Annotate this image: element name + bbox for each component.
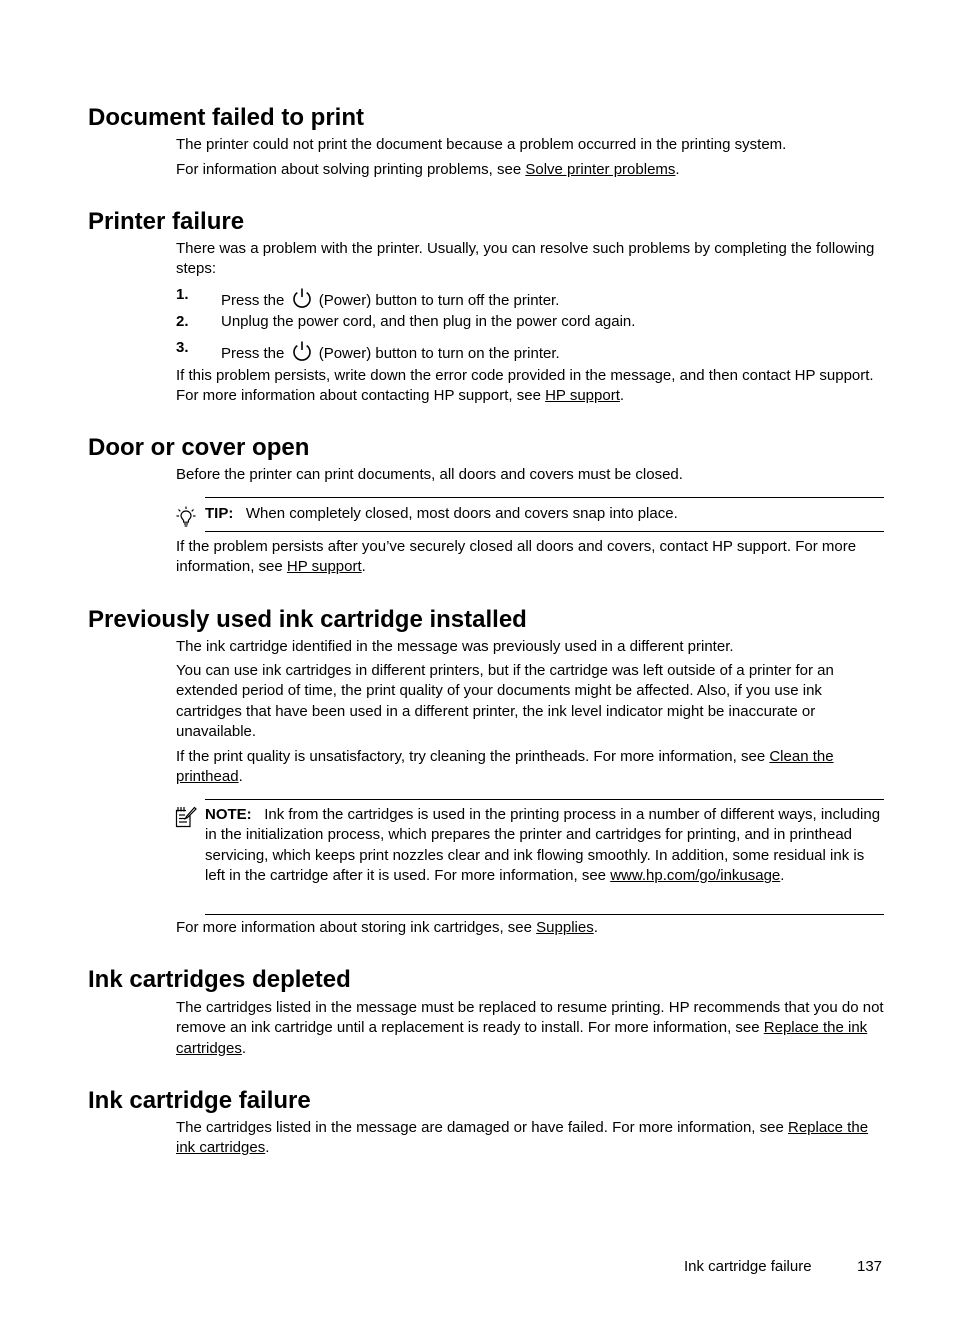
heading-ink-cartridges-depleted: Ink cartridges depleted	[88, 966, 351, 993]
link-hp-support[interactable]: HP support	[286, 558, 362, 576]
footer-section-name: Ink cartridge failure	[684, 1258, 812, 1275]
paragraph: There was a problem with the printer. Usually, you can resolve such problems by completing the following steps:	[176, 240, 875, 278]
tip-text: TIP: When completely closed, most doors and covers snap into place.	[205, 505, 678, 522]
tip-top-rule	[205, 497, 884, 498]
note-label: NOTE:	[205, 806, 252, 823]
link-replace-ink-cartridges[interactable]: Replace the ink cartridges	[176, 1019, 868, 1057]
power-icon	[291, 288, 313, 308]
note-bottom-rule	[205, 914, 884, 915]
heading-document-failed-to-print: Document failed to print	[88, 104, 364, 131]
link-clean-the-printhead[interactable]: Clean the printhead	[176, 748, 834, 786]
step-number: 2.	[176, 313, 189, 330]
step-text: Press the (Power) button to turn off the printer.	[221, 288, 559, 311]
heading-ink-cartridge-failure: Ink cartridge failure	[88, 1087, 311, 1114]
heading-printer-failure: Printer failure	[88, 208, 245, 235]
lightbulb-icon	[176, 506, 196, 528]
step-number: 3.	[176, 339, 189, 356]
step-number: 1.	[176, 286, 189, 303]
paragraph: Before the printer can print documents, all doors and covers must be closed.	[176, 466, 683, 483]
paragraph: If the problem persists after you’ve securely closed all doors and covers, contact HP support. For more information, see HP support.	[176, 538, 857, 576]
paragraph: The cartridges listed in the message must be replaced to resume printing. HP recommends that you do not remove an ink cartridge until a replacement is ready to install. For more information, see Replace the ink cartridges.	[176, 999, 884, 1057]
link-replace-ink-cartridges[interactable]: Replace the ink cartridges	[176, 1119, 869, 1157]
paragraph: The cartridges listed in the message are damaged or have failed. For more information, see Replace the ink cartridges.	[176, 1119, 869, 1157]
link-hp-support[interactable]: HP support	[545, 387, 620, 405]
paragraph: For more information about storing ink cartridges, see Supplies.	[176, 919, 598, 936]
paragraph: The printer could not print the document because a problem occurred in the printing system.	[176, 136, 787, 153]
step-text: Press the (Power) button to turn on the printer.	[221, 341, 560, 364]
paragraph: The ink cartridge identified in the message was previously used in a different printer.	[176, 638, 734, 655]
link-supplies[interactable]: Supplies	[536, 919, 594, 936]
note-text: NOTE: Ink from the cartridges is used in the printing process in a number of different ways, including in the initialization process, which prepares the printer and cartridges for printing, and in printhead servicing, which keeps print nozzles clear and ink flowing smoothly. In addition, some residual ink is left in the cartridge after it is used. For more information, see www.hp.com/go/inkusage.	[205, 806, 881, 885]
paragraph: You can use ink cartridges in different printers, but if the cartridge was left outside of a printer for an extended period of time, the print quality of your documents might be affected. Also, if you use ink cartridges that have been used in a different printer, the ink level indicator might be inaccurate or unavailable.	[176, 662, 834, 741]
tip-label: TIP:	[205, 505, 234, 522]
paragraph: If the print quality is unsatisfactory, try cleaning the printheads. For more information, see Clean the printhead.	[176, 748, 834, 786]
note-top-rule	[205, 799, 884, 800]
paragraph: If this problem persists, write down the error code provided in the message, and then contact HP support. For more information about contacting HP support, see HP support.	[176, 367, 874, 405]
step-text: Unplug the power cord, and then plug in the power cord again.	[221, 313, 636, 330]
link-solve-printer-problems[interactable]: Solve printer problems	[525, 161, 676, 178]
tip-bottom-rule	[205, 531, 884, 532]
link-hp-inkusage[interactable]: www.hp.com/go/inkusage	[610, 867, 781, 885]
heading-door-or-cover-open: Door or cover open	[88, 434, 310, 461]
note-icon	[175, 806, 197, 828]
heading-previously-used-ink-cartridge: Previously used ink cartridge installed	[88, 606, 527, 633]
paragraph: For information about solving printing problems, see Solve printer problems.	[176, 161, 680, 178]
power-icon	[291, 341, 313, 361]
page-number: 137	[857, 1258, 883, 1275]
